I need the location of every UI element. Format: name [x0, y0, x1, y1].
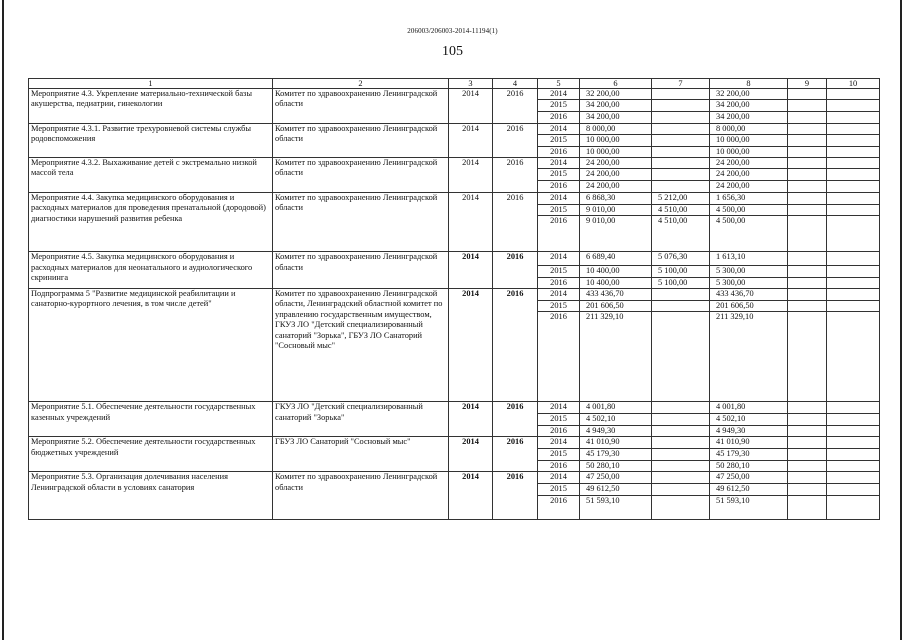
- regional-amount-cell: 4 500,00: [710, 216, 788, 252]
- regional-amount-cell: 211 329,10: [710, 312, 788, 402]
- empty-cell-col10: [827, 89, 880, 100]
- federal-amount-cell: [652, 169, 710, 180]
- empty-cell-col9: [788, 180, 827, 192]
- empty-cell-col9: [788, 89, 827, 100]
- empty-cell-col10: [827, 192, 880, 204]
- year-cell: 2016: [538, 425, 580, 436]
- year-cell: 2015: [538, 169, 580, 180]
- total-amount-cell: 6 689,40: [580, 252, 652, 266]
- total-amount-cell: 433 436,70: [580, 289, 652, 301]
- total-amount-cell: 45 179,30: [580, 449, 652, 460]
- activity-name-cell: Мероприятие 4.3. Укрепление материально-технической базы акушерства, педиатрии, гинекологии: [29, 89, 273, 124]
- empty-cell-col9: [788, 111, 827, 123]
- federal-amount-cell: [652, 289, 710, 301]
- federal-amount-cell: [652, 123, 710, 134]
- activity-name-cell: Мероприятие 5.3. Организация долечивания населения Ленинградской области в условиях санатория: [29, 472, 273, 519]
- federal-amount-cell: 4 510,00: [652, 216, 710, 252]
- empty-cell-col10: [827, 495, 880, 519]
- federal-amount-cell: [652, 484, 710, 495]
- empty-cell-col9: [788, 460, 827, 471]
- federal-amount-cell: [652, 89, 710, 100]
- start-year-cell: 2014: [449, 123, 493, 157]
- regional-amount-cell: 45 179,30: [710, 449, 788, 460]
- empty-cell-col9: [788, 301, 827, 312]
- federal-amount-cell: [652, 146, 710, 157]
- program-funding-table: [28, 78, 880, 520]
- total-amount-cell: 34 200,00: [580, 100, 652, 111]
- page-number: 105: [442, 44, 463, 59]
- year-cell: 2015: [538, 414, 580, 425]
- total-amount-cell: 6 868,30: [580, 192, 652, 204]
- start-year-cell: 2014: [449, 158, 493, 193]
- empty-cell-col10: [827, 460, 880, 471]
- empty-cell-col10: [827, 169, 880, 180]
- total-amount-cell: 24 200,00: [580, 180, 652, 192]
- responsible-executor-cell: Комитет по здравоохранению Ленинградской области: [273, 472, 449, 519]
- end-year-cell: 2016: [493, 89, 538, 124]
- start-year-cell: 2014: [449, 289, 493, 402]
- table-row: [29, 252, 880, 266]
- empty-cell-col10: [827, 252, 880, 266]
- federal-amount-cell: [652, 301, 710, 312]
- activity-name-cell: Мероприятие 4.3.1. Развитие трехуровневой системы службы родовспоможения: [29, 123, 273, 157]
- year-cell: 2014: [538, 89, 580, 100]
- end-year-cell: 2016: [493, 123, 538, 157]
- empty-cell-col10: [827, 123, 880, 134]
- federal-amount-cell: [652, 437, 710, 449]
- year-cell: 2016: [538, 495, 580, 519]
- empty-cell-col9: [788, 277, 827, 288]
- responsible-executor-cell: Комитет по здравоохранению Ленинградской области: [273, 123, 449, 157]
- total-amount-cell: 47 250,00: [580, 472, 652, 484]
- empty-cell-col10: [827, 449, 880, 460]
- empty-cell-col10: [827, 301, 880, 312]
- total-amount-cell: 50 280,10: [580, 460, 652, 471]
- table-row: [29, 289, 880, 301]
- activity-name-cell: Мероприятие 4.4. Закупка медицинского оборудования и расходных материалов для проведения пренатальной (дородовой) диагностики нарушений развития ребенка: [29, 192, 273, 251]
- empty-cell-col9: [788, 252, 827, 266]
- start-year-cell: 2014: [449, 402, 493, 437]
- year-cell: 2016: [538, 312, 580, 402]
- total-amount-cell: 10 400,00: [580, 266, 652, 277]
- activity-name-cell: Мероприятие 5.1. Обеспечение деятельности государственных казенных учреждений: [29, 402, 273, 437]
- table-row: [29, 192, 880, 204]
- total-amount-cell: 9 010,00: [580, 216, 652, 252]
- column-header: 5: [538, 79, 580, 89]
- end-year-cell: 2016: [493, 158, 538, 193]
- table-row: [29, 402, 880, 414]
- empty-cell-col9: [788, 425, 827, 436]
- empty-cell-col9: [788, 135, 827, 146]
- regional-amount-cell: 24 200,00: [710, 158, 788, 169]
- column-header: 7: [652, 79, 710, 89]
- regional-amount-cell: 41 010,90: [710, 437, 788, 449]
- year-cell: 2016: [538, 460, 580, 471]
- empty-cell-col10: [827, 204, 880, 215]
- empty-cell-col10: [827, 146, 880, 157]
- regional-amount-cell: 1 613,10: [710, 252, 788, 266]
- federal-amount-cell: [652, 425, 710, 436]
- column-header: 2: [273, 79, 449, 89]
- regional-amount-cell: 1 656,30: [710, 192, 788, 204]
- regional-amount-cell: 5 300,00: [710, 266, 788, 277]
- federal-amount-cell: [652, 100, 710, 111]
- year-cell: 2014: [538, 123, 580, 134]
- activity-name-cell: Мероприятие 4.5. Закупка медицинского оборудования и расходных материалов для неонатального и аудиологического скрининга: [29, 252, 273, 289]
- regional-amount-cell: 34 200,00: [710, 100, 788, 111]
- federal-amount-cell: 4 510,00: [652, 204, 710, 215]
- column-number-header-row: [29, 79, 880, 89]
- responsible-executor-cell: Комитет по здравоохранению Ленинградской области: [273, 192, 449, 251]
- empty-cell-col9: [788, 158, 827, 169]
- document-id: 206003/206003-2014-11194(1): [407, 27, 498, 35]
- total-amount-cell: 41 010,90: [580, 437, 652, 449]
- responsible-executor-cell: ГБУЗ ЛО Санаторий "Сосновый мыс": [273, 437, 449, 472]
- year-cell: 2014: [538, 472, 580, 484]
- table-row: [29, 472, 880, 484]
- empty-cell-col9: [788, 146, 827, 157]
- responsible-executor-cell: Комитет по здравоохранению Ленинградской области: [273, 252, 449, 289]
- total-amount-cell: 24 200,00: [580, 158, 652, 169]
- empty-cell-col10: [827, 111, 880, 123]
- end-year-cell: 2016: [493, 437, 538, 472]
- empty-cell-col9: [788, 472, 827, 484]
- federal-amount-cell: 5 076,30: [652, 252, 710, 266]
- activity-name-cell: Мероприятие 4.3.2. Выхаживание детей с экстремально низкой массой тела: [29, 158, 273, 193]
- responsible-executor-cell: ГКУЗ ЛО "Детский специализированный санаторий "Зорька": [273, 402, 449, 437]
- empty-cell-col10: [827, 180, 880, 192]
- total-amount-cell: 51 593,10: [580, 495, 652, 519]
- regional-amount-cell: 4 949,30: [710, 425, 788, 436]
- empty-cell-col9: [788, 169, 827, 180]
- regional-amount-cell: 201 606,50: [710, 301, 788, 312]
- column-header: 8: [710, 79, 788, 89]
- total-amount-cell: 4 001,80: [580, 402, 652, 414]
- total-amount-cell: 8 000,00: [580, 123, 652, 134]
- column-header: 6: [580, 79, 652, 89]
- empty-cell-col9: [788, 495, 827, 519]
- year-cell: 2016: [538, 146, 580, 157]
- column-header: 9: [788, 79, 827, 89]
- federal-amount-cell: 5 100,00: [652, 277, 710, 288]
- empty-cell-col9: [788, 266, 827, 277]
- regional-amount-cell: 10 000,00: [710, 146, 788, 157]
- scan-frame-right-edge: [900, 0, 902, 640]
- total-amount-cell: 4 502,10: [580, 414, 652, 425]
- year-cell: 2015: [538, 449, 580, 460]
- federal-amount-cell: [652, 472, 710, 484]
- year-cell: 2016: [538, 216, 580, 252]
- total-amount-cell: 34 200,00: [580, 111, 652, 123]
- table-row: [29, 89, 880, 100]
- start-year-cell: 2014: [449, 252, 493, 289]
- column-header: 10: [827, 79, 880, 89]
- start-year-cell: 2014: [449, 89, 493, 124]
- empty-cell-col9: [788, 437, 827, 449]
- regional-amount-cell: 47 250,00: [710, 472, 788, 484]
- empty-cell-col10: [827, 425, 880, 436]
- empty-cell-col9: [788, 123, 827, 134]
- end-year-cell: 2016: [493, 289, 538, 402]
- column-header: 1: [29, 79, 273, 89]
- responsible-executor-cell: Комитет по здравоохранению Ленинградской области: [273, 158, 449, 193]
- year-cell: 2014: [538, 289, 580, 301]
- total-amount-cell: 201 606,50: [580, 301, 652, 312]
- start-year-cell: 2014: [449, 437, 493, 472]
- empty-cell-col9: [788, 204, 827, 215]
- federal-amount-cell: [652, 414, 710, 425]
- start-year-cell: 2014: [449, 192, 493, 251]
- empty-cell-col9: [788, 312, 827, 402]
- empty-cell-col10: [827, 414, 880, 425]
- federal-amount-cell: [652, 449, 710, 460]
- total-amount-cell: 9 010,00: [580, 204, 652, 215]
- total-amount-cell: 49 612,50: [580, 484, 652, 495]
- empty-cell-col10: [827, 277, 880, 288]
- empty-cell-col10: [827, 472, 880, 484]
- year-cell: 2015: [538, 301, 580, 312]
- federal-amount-cell: [652, 402, 710, 414]
- end-year-cell: 2016: [493, 252, 538, 289]
- year-cell: 2016: [538, 111, 580, 123]
- responsible-executor-cell: Комитет по здравоохранению Ленинградской области, Ленинградский областной комитет по управлению государственным имуществом, ГКУЗ ЛО "Детский специализированный санаторий "Зорька", ГБУЗ ЛО Санаторий "Сосновый мыс": [273, 289, 449, 402]
- year-cell: 2016: [538, 277, 580, 288]
- start-year-cell: 2014: [449, 472, 493, 519]
- regional-amount-cell: 4 001,80: [710, 402, 788, 414]
- regional-amount-cell: 5 300,00: [710, 277, 788, 288]
- year-cell: 2015: [538, 484, 580, 495]
- year-cell: 2014: [538, 402, 580, 414]
- empty-cell-col10: [827, 266, 880, 277]
- column-header: 4: [493, 79, 538, 89]
- responsible-executor-cell: Комитет по здравоохранению Ленинградской области: [273, 89, 449, 124]
- empty-cell-col9: [788, 216, 827, 252]
- total-amount-cell: 211 329,10: [580, 312, 652, 402]
- federal-amount-cell: [652, 135, 710, 146]
- empty-cell-col9: [788, 100, 827, 111]
- regional-amount-cell: 24 200,00: [710, 169, 788, 180]
- table-row: [29, 158, 880, 169]
- table-row: [29, 123, 880, 134]
- empty-cell-col9: [788, 449, 827, 460]
- total-amount-cell: 4 949,30: [580, 425, 652, 436]
- empty-cell-col10: [827, 289, 880, 301]
- empty-cell-col9: [788, 484, 827, 495]
- federal-amount-cell: [652, 158, 710, 169]
- total-amount-cell: 10 000,00: [580, 135, 652, 146]
- total-amount-cell: 10 000,00: [580, 146, 652, 157]
- regional-amount-cell: 4 500,00: [710, 204, 788, 215]
- regional-amount-cell: 50 280,10: [710, 460, 788, 471]
- regional-amount-cell: 32 200,00: [710, 89, 788, 100]
- federal-amount-cell: 5 212,00: [652, 192, 710, 204]
- year-cell: 2016: [538, 180, 580, 192]
- year-cell: 2015: [538, 135, 580, 146]
- activity-name-cell: Подпрограмма 5 "Развитие медицинской реабилитации и санаторно-курортного лечения, в том числе детей": [29, 289, 273, 402]
- total-amount-cell: 32 200,00: [580, 89, 652, 100]
- total-amount-cell: 24 200,00: [580, 169, 652, 180]
- empty-cell-col9: [788, 402, 827, 414]
- federal-amount-cell: [652, 460, 710, 471]
- total-amount-cell: 10 400,00: [580, 277, 652, 288]
- federal-amount-cell: [652, 312, 710, 402]
- activity-name-cell: Мероприятие 5.2. Обеспечение деятельности государственных бюджетных учреждений: [29, 437, 273, 472]
- regional-amount-cell: 10 000,00: [710, 135, 788, 146]
- empty-cell-col10: [827, 312, 880, 402]
- federal-amount-cell: [652, 111, 710, 123]
- federal-amount-cell: [652, 495, 710, 519]
- federal-amount-cell: [652, 180, 710, 192]
- regional-amount-cell: 8 000,00: [710, 123, 788, 134]
- empty-cell-col10: [827, 437, 880, 449]
- scan-frame-left-edge: [2, 0, 4, 640]
- year-cell: 2015: [538, 266, 580, 277]
- empty-cell-col10: [827, 484, 880, 495]
- regional-amount-cell: 49 612,50: [710, 484, 788, 495]
- empty-cell-col10: [827, 100, 880, 111]
- empty-cell-col9: [788, 414, 827, 425]
- year-cell: 2015: [538, 204, 580, 215]
- regional-amount-cell: 433 436,70: [710, 289, 788, 301]
- year-cell: 2014: [538, 158, 580, 169]
- empty-cell-col10: [827, 216, 880, 252]
- federal-amount-cell: 5 100,00: [652, 266, 710, 277]
- year-cell: 2015: [538, 100, 580, 111]
- empty-cell-col10: [827, 158, 880, 169]
- column-header: 3: [449, 79, 493, 89]
- empty-cell-col9: [788, 192, 827, 204]
- regional-amount-cell: 4 502,10: [710, 414, 788, 425]
- year-cell: 2014: [538, 437, 580, 449]
- empty-cell-col10: [827, 135, 880, 146]
- regional-amount-cell: 34 200,00: [710, 111, 788, 123]
- end-year-cell: 2016: [493, 402, 538, 437]
- year-cell: 2014: [538, 192, 580, 204]
- empty-cell-col10: [827, 402, 880, 414]
- end-year-cell: 2016: [493, 472, 538, 519]
- empty-cell-col9: [788, 289, 827, 301]
- year-cell: 2014: [538, 252, 580, 266]
- table-row: [29, 437, 880, 449]
- regional-amount-cell: 24 200,00: [710, 180, 788, 192]
- regional-amount-cell: 51 593,10: [710, 495, 788, 519]
- end-year-cell: 2016: [493, 192, 538, 251]
